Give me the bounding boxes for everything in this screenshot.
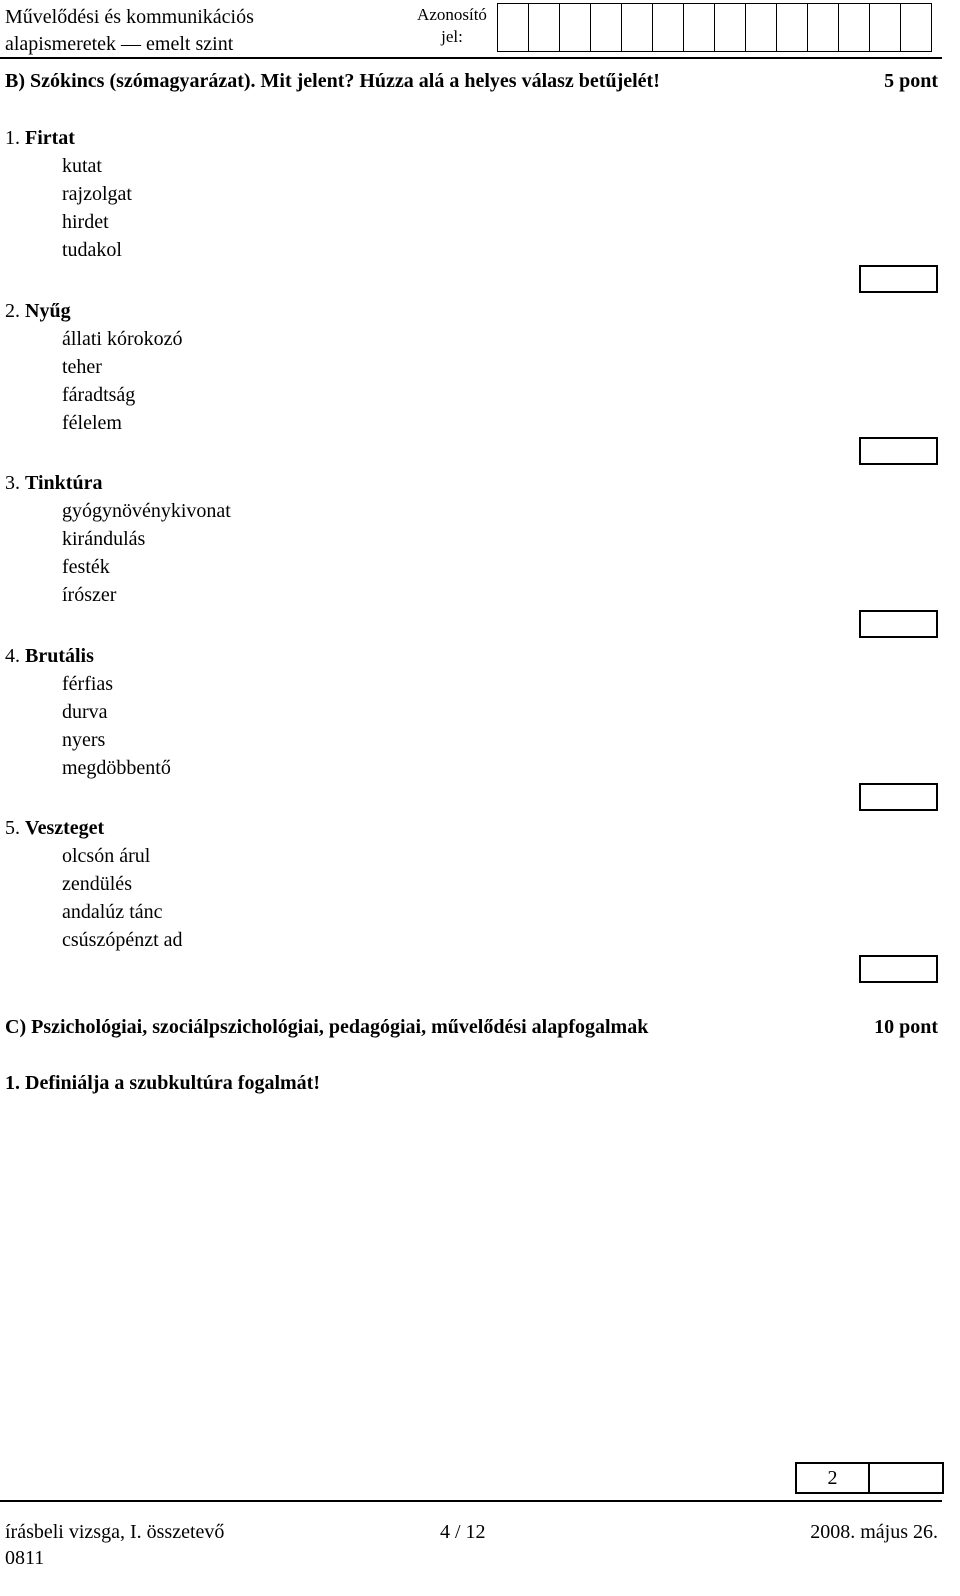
answer-box-1[interactable] xyxy=(859,265,938,293)
answer-box-4[interactable] xyxy=(859,783,938,811)
footer-date: 2008. május 26. xyxy=(810,1521,938,1543)
id-code-cell[interactable] xyxy=(776,4,807,51)
answer-area[interactable] xyxy=(5,1110,935,1440)
header-title xyxy=(5,4,254,58)
question-3 xyxy=(5,469,231,609)
footer-divider xyxy=(0,1500,942,1502)
footer-exam-name: írásbeli vizsga, I. összetevő xyxy=(5,1521,225,1543)
question-number: 2. xyxy=(5,300,20,322)
question-word: Firtat xyxy=(25,127,75,149)
answer-option[interactable]: gyógynövénykivonat xyxy=(62,500,231,522)
question-word: Brutális xyxy=(25,645,94,667)
id-code-cell[interactable] xyxy=(559,4,590,51)
answer-option[interactable]: férfias xyxy=(62,673,114,695)
header-title-line2: alapismeretek — emelt szint xyxy=(5,33,234,55)
answer-option[interactable]: írószer xyxy=(62,584,117,606)
answer-box-2[interactable] xyxy=(859,437,938,465)
question-number: 4. xyxy=(5,645,20,667)
answer-option[interactable]: durva xyxy=(62,701,108,723)
id-label-line2: jel: xyxy=(441,27,463,46)
question-1 xyxy=(5,124,132,264)
question-number: 1. xyxy=(5,127,20,149)
answer-option[interactable]: félelem xyxy=(62,412,122,434)
question-word: Tinktúra xyxy=(25,472,103,494)
id-code-cell[interactable] xyxy=(745,4,776,51)
id-label-line1: Azonosító xyxy=(417,5,487,24)
answer-option[interactable]: teher xyxy=(62,356,102,378)
answer-option[interactable]: festék xyxy=(62,556,110,578)
footer-page: 4 / 12 xyxy=(440,1521,486,1543)
footer-left xyxy=(5,1519,224,1571)
answer-option[interactable]: tudakol xyxy=(62,239,122,261)
id-code-cell[interactable] xyxy=(528,4,559,51)
header-title-line1: Művelődési és kommunikációs xyxy=(5,6,254,28)
question-2 xyxy=(5,297,183,437)
id-code-cell[interactable] xyxy=(652,4,683,51)
answer-option[interactable]: kirándulás xyxy=(62,528,146,550)
header-divider xyxy=(0,57,942,59)
answer-box-3[interactable] xyxy=(859,610,938,638)
question-word: Veszteget xyxy=(25,817,105,839)
answer-box-5[interactable] xyxy=(859,955,938,983)
section-c-title: C) Pszichológiai, szociálpszichológiai, pedagógiai, művelődési alapfogalmak xyxy=(5,1016,649,1038)
answer-option[interactable]: megdöbbentő xyxy=(62,757,171,779)
score-max: 2 xyxy=(827,1467,838,1489)
id-code-cell[interactable] xyxy=(869,4,900,51)
footer-code: 0811 xyxy=(5,1547,45,1569)
section-b-points: 5 pont xyxy=(884,70,938,92)
id-code-cell[interactable] xyxy=(714,4,745,51)
answer-option[interactable]: fáradtság xyxy=(62,384,136,406)
id-code-cell[interactable] xyxy=(900,4,931,51)
answer-option[interactable]: zendülés xyxy=(62,873,132,895)
id-code-grid xyxy=(497,3,932,52)
question-number: 3. xyxy=(5,472,20,494)
question-4 xyxy=(5,642,171,782)
answer-option[interactable]: csúszópénzt ad xyxy=(62,929,183,951)
id-code-cell[interactable] xyxy=(683,4,714,51)
answer-option[interactable]: olcsón árul xyxy=(62,845,151,867)
score-earned[interactable] xyxy=(868,1464,942,1492)
question-number: 5. xyxy=(5,817,20,839)
section-c-question-1: 1. Definiálja a szubkultúra fogalmát! xyxy=(5,1072,320,1094)
id-label xyxy=(412,4,492,48)
section-c-points: 10 pont xyxy=(874,1016,938,1038)
answer-option[interactable]: nyers xyxy=(62,729,106,751)
score-box xyxy=(795,1462,944,1494)
answer-option[interactable]: rajzolgat xyxy=(62,183,132,205)
question-word: Nyűg xyxy=(25,300,71,322)
answer-option[interactable]: állati kórokozó xyxy=(62,328,183,350)
section-b-title: B) Szókincs (szómagyarázat). Mit jelent? Húzza alá a helyes válasz betűjelét! xyxy=(5,70,660,92)
id-code-cell[interactable] xyxy=(590,4,621,51)
id-code-cell[interactable] xyxy=(621,4,652,51)
answer-option[interactable]: hirdet xyxy=(62,211,109,233)
answer-option[interactable]: andalúz tánc xyxy=(62,901,163,923)
answer-option[interactable]: kutat xyxy=(62,155,102,177)
id-code-cell[interactable] xyxy=(498,4,528,51)
id-code-cell[interactable] xyxy=(807,4,838,51)
id-code-cell[interactable] xyxy=(838,4,869,51)
question-5 xyxy=(5,814,183,954)
